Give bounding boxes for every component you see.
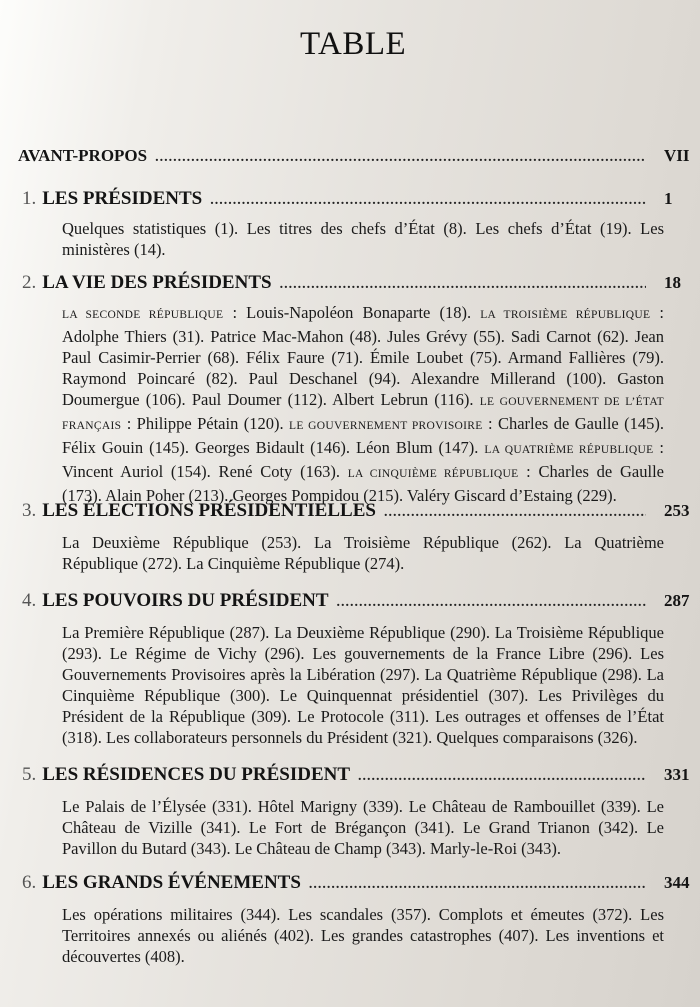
- toc-page-number: 253: [664, 501, 690, 520]
- toc-entry-5: [0, 764, 700, 859]
- era-label: LE GOUVERNEMENT PROVISOIRE: [289, 420, 483, 432]
- toc-heading-label: LA VIE DES PRÉSIDENTS: [42, 272, 272, 293]
- text-run: : Philippe Pétain (120).: [121, 414, 290, 433]
- toc-page-number: 1: [664, 189, 673, 208]
- toc-entry-avant-propos: [0, 146, 700, 166]
- toc-entry-description: La Deuxième République (253). La Troisième République (262). La Quatrième République (272). La Cinquième République (274).: [62, 533, 664, 573]
- toc-entry-4: [0, 590, 700, 748]
- toc-heading-label: LES RÉSIDENCES DU PRÉSIDENT: [42, 764, 351, 785]
- toc-page-number: 18: [664, 273, 681, 292]
- leader-dots: [358, 769, 646, 785]
- toc-heading-number: 6.: [22, 872, 37, 893]
- toc-page-number: 287: [664, 591, 690, 610]
- text-run: : Vincent Auriol (154). René Coty (163).: [62, 438, 664, 481]
- toc-entry-1: [0, 188, 700, 260]
- toc-heading-label: LES POUVOIRS DU PRÉSIDENT: [42, 590, 329, 611]
- era-label: LA TROISIÈME RÉPUBLIQUE: [480, 309, 651, 321]
- leader-dots: [309, 877, 646, 893]
- toc-entry-description: Les opérations militaires (344). Les scandales (357). Complots et émeutes (372). Les Territoires annexés ou aliénés (402). Les grandes catastrophes (407). Les inventions et découvertes (408).: [62, 905, 664, 966]
- toc-heading-number: 2.: [22, 272, 37, 293]
- leader-dots: [210, 193, 646, 209]
- toc-heading-label: LES ÉLECTIONS PRÉSIDENTIELLES: [42, 500, 376, 521]
- page-title: TABLE: [300, 26, 407, 62]
- toc-page-number: 331: [664, 765, 690, 784]
- toc-heading: [0, 590, 700, 612]
- toc-entry-description: Quelques statistiques (1). Les titres des chefs d’État (8). Les chefs d’État (19). Les ministères (14).: [62, 219, 664, 259]
- toc-heading-label: LES GRANDS ÉVÉNEMENTS: [42, 872, 301, 893]
- toc-heading-number: 5.: [22, 764, 37, 785]
- toc-heading-number: 1.: [22, 188, 37, 209]
- toc-heading: [0, 146, 700, 166]
- toc-entry-description: Le Palais de l’Élysée (331). Hôtel Marigny (339). Le Château de Rambouillet (339). Le Château de Vizille (341). Le Fort de Brégançon (341). Le Grand Trianon (342). Le Pavillon du Butard (343). Le Château de Champ (343). Marly-le-Roi (343).: [62, 797, 664, 858]
- toc-entry-6: [0, 872, 700, 967]
- text-run: : Charles de Gaulle (145). Félix Gouin (145). Georges Bidault (146). Léon Blum (147).: [62, 414, 664, 457]
- toc-heading-number: 3.: [22, 500, 37, 521]
- leader-dots: [155, 150, 646, 166]
- text-run: : Adolphe Thiers (31). Patrice Mac-Mahon (48). Jules Grévy (55). Sadi Carnot (62). Jean Paul Casimir-Perrier (68). Félix Faure (71). Émile Loubet (75). Armand Fallières (79). Raymond Poincaré (82). Paul Deschanel (94). Alexandre Millerand (100). Gaston Doumergue (106). Paul Doumer (112). Albert Lebrun (116).: [62, 303, 664, 409]
- toc-heading: [0, 188, 700, 210]
- toc-entry-3: [0, 500, 700, 574]
- era-label: LE GOUVERNEMENT DE L’ÉTAT FRANÇAIS: [62, 396, 664, 432]
- leader-dots: [337, 595, 646, 611]
- toc-entry-description: [62, 302, 664, 506]
- text-run: : Louis-Napoléon Bonaparte (18).: [223, 303, 481, 322]
- toc-heading-label: AVANT-PROPOS: [18, 146, 148, 165]
- toc-page-number: VII: [664, 146, 690, 165]
- toc-heading: [0, 764, 700, 786]
- toc-heading: [0, 500, 700, 522]
- toc-heading: [0, 272, 700, 294]
- era-label: LA CINQUIÈME RÉPUBLIQUE: [347, 468, 519, 480]
- era-label: LA SECONDE RÉPUBLIQUE: [62, 309, 224, 321]
- toc-heading-number: 4.: [22, 590, 37, 611]
- era-label: LA QUATRIÈME RÉPUBLIQUE: [484, 444, 654, 456]
- toc-page-number: 344: [664, 873, 690, 892]
- toc-entry-2: [0, 272, 700, 506]
- toc-heading: [0, 872, 700, 894]
- toc-entry-description: La Première République (287). La Deuxième République (290). La Troisième République (293). Le Régime de Vichy (296). Les gouvernements de la France Libre (296). Les Gouvernements Provisoires après la Libération (297). La Quatrième République (298). La Cinquième République (300). Le Quinquennat présidentiel (307). Les Privilèges du Président de la République (309). Le Protocole (311). Les outrages et offenses de l’État (318). Les collaborateurs personnels du Président (321). Quelques comparaisons (326).: [62, 623, 664, 747]
- leader-dots: [280, 277, 646, 293]
- toc-heading-label: LES PRÉSIDENTS: [42, 188, 203, 209]
- leader-dots: [384, 505, 646, 521]
- text-run: : Charles de Gaulle (173). Alain Poher (213). Georges Pompidou (215). Valéry Giscard d’Estaing (229).: [62, 462, 664, 505]
